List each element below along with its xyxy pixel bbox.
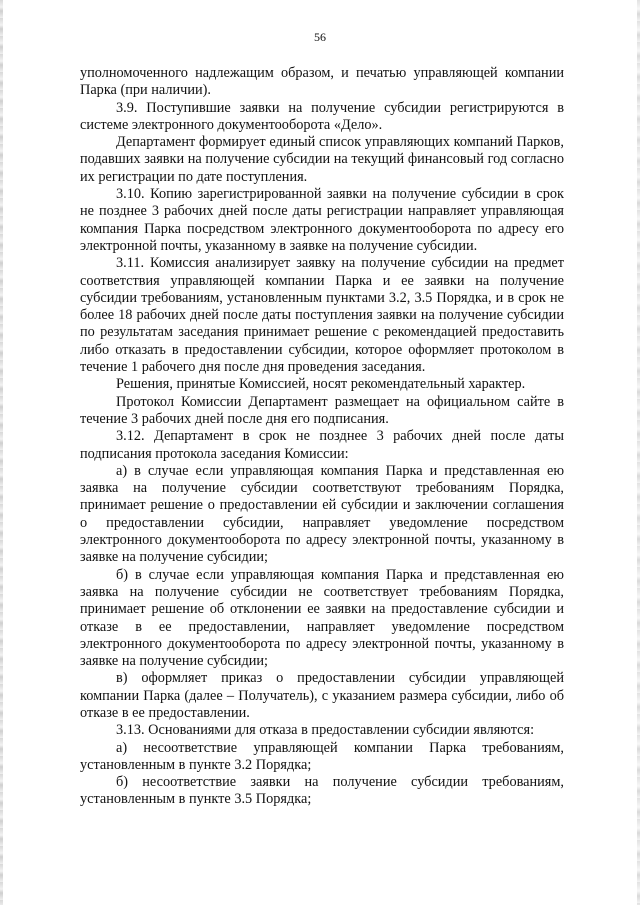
paragraph-3-9-list: Департамент формирует единый список управляющих компаний Парков, подавших заявки на получение субсидии на текущий финансовый год согласно их регистрации по дате поступления. bbox=[80, 134, 564, 185]
paragraph-3-13-b: б) несоответствие заявки на получение субсидии требованиям, установленным в пункте 3.5 Порядка; bbox=[80, 774, 564, 808]
paragraph-3-11-decisions: Решения, принятые Комиссией, носят рекомендательный характер. bbox=[116, 376, 526, 393]
paragraph-3-10: 3.10. Копию зарегистрированной заявки на получение субсидии в срок не позднее 3 рабочих дней после даты регистрации направляет управляющая компания Парка посредством электронного документооборота по адресу его электронной почты, указанному в заявке на получение субсидии. bbox=[80, 186, 564, 254]
paragraph-3-12-a: а) в случае если управляющая компания Парка и представленная ею заявка на получение субсидии соответствуют требованиям Порядка, принимает решение о предоставлении ей субсидии и заключении соглашения о предоставлении субсидии, направляет уведомление посредством электронного документооборота по адресу электронной почты, указанному в заявке на получение субсидии; bbox=[80, 462, 564, 566]
paragraph-3-13-a: а) несоответствие управляющей компании Парка требованиям, установленным в пункте 3.2 Порядка; bbox=[80, 739, 564, 773]
paragraph-signature-continuation: уполномоченного надлежащим образом, и печатью управляющей компании Парка (при наличии). bbox=[80, 65, 564, 99]
paragraph-3-12-v: в) оформляет приказ о предоставлении субсидии управляющей компании Парка (далее – Получатель), с указанием размера субсидии, либо об отказе в ее предоставлении. bbox=[80, 670, 564, 721]
paragraph-3-13: 3.13. Основаниями для отказа в предоставлении субсидии являются: bbox=[116, 722, 535, 739]
paragraph-3-11-protocol: Протокол Комиссии Департамент размещает на официальном сайте в течение 3 рабочих дней после дня его подписания. bbox=[80, 393, 564, 427]
page-number: 56 bbox=[314, 30, 326, 44]
paragraph-3-12: 3.12. Департамент в срок не позднее 3 рабочих дней после даты подписания протокола заседания Комиссии: bbox=[80, 428, 564, 462]
scan-edge-left bbox=[0, 0, 3, 905]
document-body bbox=[80, 65, 564, 809]
paragraph-3-9: 3.9. Поступившие заявки на получение субсидии регистрируются в системе электронного документооборота «Дело». bbox=[80, 99, 564, 133]
paragraph-3-12-b: б) в случае если управляющая компания Парка и представленная ею заявка на получение субсидии не соответствует требованиям Порядка, принимает решение об отклонении ее заявки на предоставление субсидии и отказе в ее предоставлении, направляет уведомление посредством электронного документооборота по адресу электронной почты, указанному в заявке на получение субсидии; bbox=[80, 566, 564, 670]
paragraph-3-11: 3.11. Комиссия анализирует заявку на получение субсидии на предмет соответствия управляющей компании Парка и ее заявки на получение субсидии требованиям, установленным пунктами 3.2, 3.5 Порядка, и в срок не более 18 рабочих дней после даты поступления заявки на получение субсидии по результатам заседания принимает решение с рекомендацией предоставить либо отказать в предоставлении субсидии, которое оформляет протоколом в течение 1 рабочего дня после дня проведения заседания. bbox=[80, 255, 564, 376]
